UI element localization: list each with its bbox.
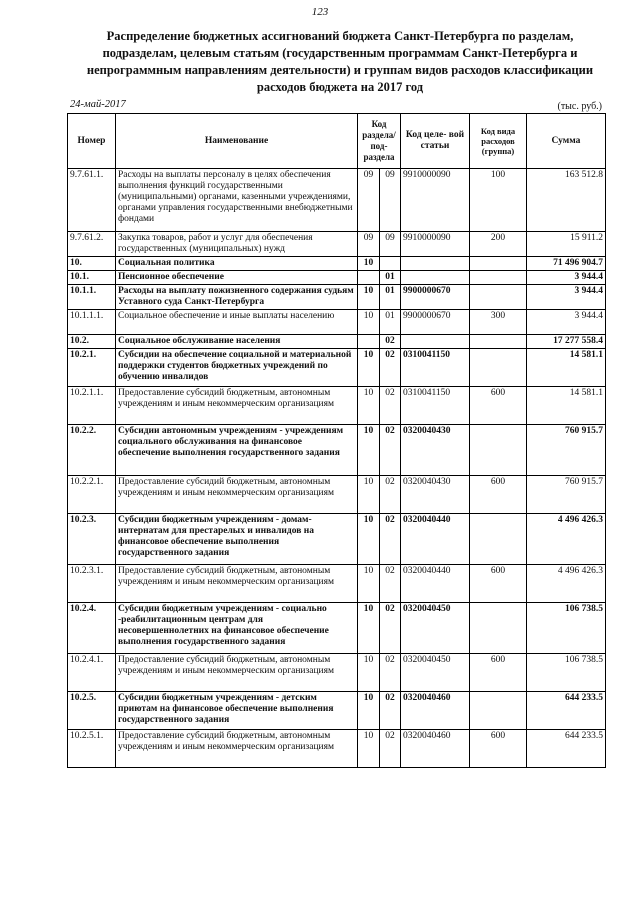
row-item-code: 0320040440 [401, 565, 470, 603]
table-row [68, 514, 606, 565]
row-expense-type: 600 [470, 476, 527, 514]
table-row [68, 730, 606, 768]
row-name: Субсидии на обеспечение социальной и материальной поддержки студентов бюджетных учреждений по обучению инвалидов [116, 349, 358, 387]
document-title: Распределение бюджетных ассигнований бюджета Санкт-Петербурга по разделам, подразделам, целевым статьям (государственным программам Санкт-Петербурга и непрограммным направлениям деятельности) и группам видов расходов классификации расходов бюджета на 2017 год [86, 29, 594, 94]
row-item-code: 9910000090 [401, 232, 470, 257]
table-row [68, 257, 606, 271]
row-subsection: 02 [380, 425, 401, 476]
row-item-code: 9900000670 [401, 310, 470, 335]
row-sum: 71 496 904.7 [527, 257, 606, 271]
row-item-code: 0320040460 [401, 730, 470, 768]
row-number: 10.2.3. [68, 514, 116, 565]
row-name: Социальная политика [116, 257, 358, 271]
row-item-code [401, 335, 470, 349]
header-section-code: Код раздела/ под- раздела [358, 114, 401, 169]
row-subsection: 02 [380, 730, 401, 768]
row-sum: 760 915.7 [527, 476, 606, 514]
row-name: Предоставление субсидий бюджетным, автономным учреждениям и иным некоммерческим организациям [116, 565, 358, 603]
row-item-code: 9910000090 [401, 169, 470, 232]
row-expense-type [470, 257, 527, 271]
table-row [68, 425, 606, 476]
row-sum: 644 233.5 [527, 730, 606, 768]
row-sum: 4 496 426.3 [527, 514, 606, 565]
row-name: Предоставление субсидий бюджетным, автономным учреждениям и иным некоммерческим организациям [116, 730, 358, 768]
row-subsection: 02 [380, 603, 401, 654]
row-item-code: 0320040450 [401, 654, 470, 692]
row-subsection: 02 [380, 335, 401, 349]
row-name: Субсидии автономным учреждениям - учреждениям социального обслуживания на финансовое обеспечение выполнения государственного задания [116, 425, 358, 476]
table-row [68, 335, 606, 349]
row-subsection: 01 [380, 310, 401, 335]
row-name: Субсидии бюджетным учреждениям - социально -реабилитационным центрам для несовершеннолетних на финансовое обеспечение выполнения государственного задания [116, 603, 358, 654]
row-sum: 3 944.4 [527, 285, 606, 310]
table-row [68, 565, 606, 603]
row-name: Предоставление субсидий бюджетным, автономным учреждениям и иным некоммерческим организациям [116, 654, 358, 692]
table-row [68, 387, 606, 425]
header-name: Наименование [116, 114, 358, 169]
row-sum: 4 496 426.3 [527, 565, 606, 603]
row-subsection: 02 [380, 514, 401, 565]
row-expense-type: 100 [470, 169, 527, 232]
table-row [68, 271, 606, 285]
row-section: 10 [358, 565, 380, 603]
row-number: 10.2. [68, 335, 116, 349]
row-item-code: 0320040430 [401, 476, 470, 514]
row-subsection: 02 [380, 387, 401, 425]
row-number: 10.2.2.1. [68, 476, 116, 514]
row-section: 10 [358, 310, 380, 335]
row-name: Расходы на выплаты персоналу в целях обеспечения выполнения функций государственными (муниципальными) органами, казенными учреждениями, органами управления государственными внебюджетными фондами [116, 169, 358, 232]
row-name: Пенсионное обеспечение [116, 271, 358, 285]
row-subsection: 09 [380, 232, 401, 257]
row-section: 09 [358, 169, 380, 232]
row-item-code: 0320040440 [401, 514, 470, 565]
page-number: 123 [311, 6, 329, 18]
row-expense-type: 600 [470, 730, 527, 768]
budget-table [67, 113, 606, 768]
row-item-code [401, 257, 470, 271]
row-section: 10 [358, 349, 380, 387]
row-number: 10.1.1.1. [68, 310, 116, 335]
row-number: 10.2.5. [68, 692, 116, 730]
row-sum: 3 944.4 [527, 271, 606, 285]
row-expense-type [470, 335, 527, 349]
row-number: 10.1.1. [68, 285, 116, 310]
row-expense-type: 200 [470, 232, 527, 257]
units-label: (тыс. руб.) [557, 101, 602, 112]
row-sum: 14 581.1 [527, 349, 606, 387]
row-expense-type: 300 [470, 310, 527, 335]
row-section: 10 [358, 654, 380, 692]
row-subsection: 01 [380, 285, 401, 310]
row-item-code: 0320040460 [401, 692, 470, 730]
row-item-code: 0310041150 [401, 387, 470, 425]
row-section: 10 [358, 476, 380, 514]
row-expense-type [470, 285, 527, 310]
row-number: 10.2.2. [68, 425, 116, 476]
row-name: Предоставление субсидий бюджетным, автономным учреждениям и иным некоммерческим организациям [116, 387, 358, 425]
row-expense-type [470, 603, 527, 654]
row-expense-type [470, 425, 527, 476]
table-row [68, 232, 606, 257]
row-expense-type [470, 514, 527, 565]
row-expense-type: 600 [470, 387, 527, 425]
row-name: Субсидии бюджетным учреждениям - домам-интернатам для престарелых и инвалидов на финансовое обеспечение выполнения государственного задания [116, 514, 358, 565]
row-sum: 106 738.5 [527, 603, 606, 654]
table-header-row [68, 114, 606, 169]
row-section: 10 [358, 285, 380, 310]
row-subsection [380, 257, 401, 271]
row-item-code: 0320040450 [401, 603, 470, 654]
row-number: 9.7.61.2. [68, 232, 116, 257]
row-number: 10.2.1. [68, 349, 116, 387]
row-section [358, 271, 380, 285]
table-row [68, 349, 606, 387]
row-number: 10.2.5.1. [68, 730, 116, 768]
row-expense-type: 600 [470, 654, 527, 692]
row-name: Социальное обслуживание населения [116, 335, 358, 349]
row-sum: 17 277 558.4 [527, 335, 606, 349]
header-item-code: Код целе- вой статьи [401, 114, 470, 169]
row-section: 10 [358, 730, 380, 768]
header-number: Номер [68, 114, 116, 169]
table-row [68, 654, 606, 692]
row-number: 10. [68, 257, 116, 271]
row-number: 10.2.4. [68, 603, 116, 654]
row-name: Расходы на выплату пожизненного содержания судьям Уставного суда Санкт-Петербурга [116, 285, 358, 310]
row-subsection: 02 [380, 654, 401, 692]
table-row [68, 310, 606, 335]
row-expense-type [470, 692, 527, 730]
row-item-code [401, 271, 470, 285]
row-expense-type [470, 271, 527, 285]
row-subsection: 09 [380, 169, 401, 232]
row-number: 9.7.61.1. [68, 169, 116, 232]
document-date: 24-май-2017 [70, 99, 126, 110]
row-sum: 106 738.5 [527, 654, 606, 692]
row-subsection: 02 [380, 565, 401, 603]
row-sum: 644 233.5 [527, 692, 606, 730]
row-name: Закупка товаров, работ и услуг для обеспечения государственных (муниципальных) нужд [116, 232, 358, 257]
row-number: 10.2.3.1. [68, 565, 116, 603]
row-name: Социальное обеспечение и иные выплаты населению [116, 310, 358, 335]
row-item-code: 0310041150 [401, 349, 470, 387]
row-subsection: 02 [380, 349, 401, 387]
table-row [68, 169, 606, 232]
header-sum: Сумма [527, 114, 606, 169]
row-name: Субсидии бюджетным учреждениям - детским приютам на финансовое обеспечение выполнения государственного задания [116, 692, 358, 730]
row-section: 09 [358, 232, 380, 257]
row-section: 10 [358, 603, 380, 654]
row-number: 10.1. [68, 271, 116, 285]
row-sum: 3 944.4 [527, 310, 606, 335]
header-expense-type: Код вида расходов (группа) [470, 114, 527, 169]
row-section: 10 [358, 514, 380, 565]
row-expense-type [470, 349, 527, 387]
row-section: 10 [358, 387, 380, 425]
row-section: 10 [358, 692, 380, 730]
row-subsection: 01 [380, 271, 401, 285]
table-row [68, 285, 606, 310]
row-sum: 15 911.2 [527, 232, 606, 257]
row-item-code: 0320040430 [401, 425, 470, 476]
row-subsection: 02 [380, 692, 401, 730]
table-row [68, 692, 606, 730]
table-row [68, 603, 606, 654]
row-item-code: 9900000670 [401, 285, 470, 310]
row-sum: 163 512.8 [527, 169, 606, 232]
row-section: 10 [358, 425, 380, 476]
row-sum: 760 915.7 [527, 425, 606, 476]
row-sum: 14 581.1 [527, 387, 606, 425]
row-expense-type: 600 [470, 565, 527, 603]
row-number: 10.2.1.1. [68, 387, 116, 425]
row-subsection: 02 [380, 476, 401, 514]
row-section: 10 [358, 257, 380, 271]
table-row [68, 476, 606, 514]
row-number: 10.2.4.1. [68, 654, 116, 692]
row-name: Предоставление субсидий бюджетным, автономным учреждениям и иным некоммерческим организациям [116, 476, 358, 514]
row-section [358, 335, 380, 349]
